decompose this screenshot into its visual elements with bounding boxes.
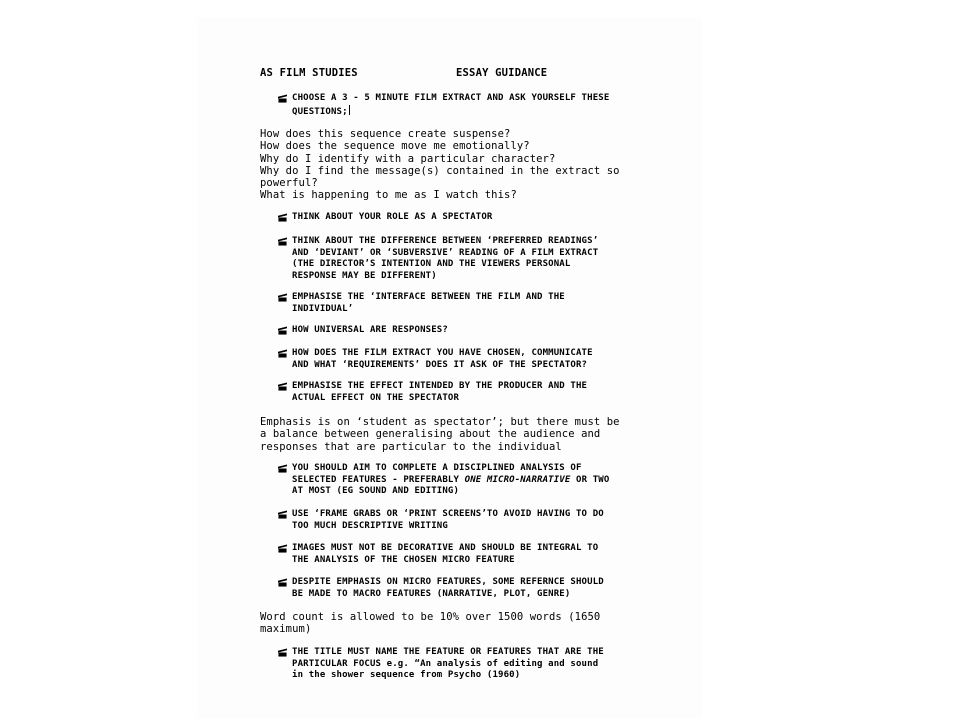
bullet-text-line1: YOU SHOULD AIM TO COMPLETE A DISCIPLINED ANALYSIS OF: [292, 463, 582, 473]
document-title: ESSAY GUIDANCE: [456, 67, 548, 79]
clapperboard-icon: [278, 237, 287, 246]
bullet-text: HOW DOES THE FILM EXTRACT YOU HAVE CHOSEN, COMMUNICATE AND WHAT ‘REQUIREMENTS’ DOES IT ASK OF THE SPECTATOR?: [292, 348, 593, 370]
bullet-choose-extract: [278, 93, 638, 118]
bullet-text: DESPITE EMPHASIS ON MICRO FEATURES, SOME REFERNCE SHOULD BE MADE TO MACRO FEATURES (NARRATIVE, PLOT, GENRE): [292, 577, 604, 599]
clapperboard-icon: [278, 510, 287, 519]
bullet-universal-responses: [278, 325, 638, 337]
bullet-text: HOW UNIVERSAL ARE RESPONSES?: [292, 325, 448, 335]
bullet-text: IMAGES MUST NOT BE DECORATIVE AND SHOULD BE INTEGRAL TO THE ANALYSIS OF THE CHOSEN MICRO FEATURE: [292, 543, 599, 565]
bullet-text: CHOOSE A 3 - 5 MINUTE FILM EXTRACT AND ASK YOURSELF THESE QUESTIONS;: [292, 93, 610, 117]
clapperboard-icon: [278, 648, 287, 657]
bullet-text: THINK ABOUT YOUR ROLE AS A SPECTATOR: [292, 212, 493, 222]
clapperboard-icon: [278, 293, 287, 302]
word-count-paragraph: Word count is allowed to be 10% over 1500 words (1650 maximum): [260, 611, 601, 636]
bullet-frame-grabs: [278, 509, 638, 532]
clapperboard-icon: [278, 382, 287, 391]
bullet-spectator-role: [278, 212, 638, 224]
clapperboard-icon: [278, 94, 287, 103]
bullet-preferred-readings: [278, 236, 638, 282]
course-title: AS FILM STUDIES: [260, 67, 358, 79]
micro-narrative-emphasis: ONE MICRO-NARRATIVE: [464, 474, 571, 485]
bullet-text-line3: in the shower sequence from Psycho (1960): [292, 670, 521, 681]
clapperboard-icon: [278, 213, 287, 222]
clapperboard-icon: [278, 578, 287, 587]
clapperboard-icon: [278, 326, 287, 335]
bullet-text-line3: AT MOST (EG SOUND AND EDITING): [292, 486, 460, 497]
bullet-text: USE ‘FRAME GRABS OR ‘PRINT SCREENS’TO AVOID HAVING TO DO TOO MUCH DESCRIPTIVE WRITING: [292, 509, 604, 531]
questions-paragraph: How does this sequence create suspense? How does the sequence move me emotionally? Why do I identify with a particular character? Why do I find the message(s) contained in the extract so powerful? What is happening to me as I watch this?: [260, 128, 620, 202]
bullet-communicate: [278, 348, 638, 371]
bullet-text-line1: THE TITLE MUST NAME THE FEATURE OR FEATURES THAT ARE THE: [292, 647, 604, 657]
bullet-macro-features: [278, 577, 638, 600]
bullet-text-line2-pre: SELECTED FEATURES - PREFERABLY: [292, 474, 465, 485]
emphasis-paragraph: Emphasis is on ‘student as spectator’; but there must be a balance between generalising about the audience and responses that are particular to the individual: [260, 416, 620, 453]
bullet-text-line2: PARTICULAR FOCUS e.g. “An analysis of editing and sound: [292, 658, 599, 669]
bullet-text-line2-post: OR TWO: [570, 474, 610, 485]
bullet-title-requirements: [278, 647, 638, 682]
bullet-disciplined-analysis: [278, 463, 638, 498]
bullet-text: EMPHASISE THE EFFECT INTENDED BY THE PRODUCER AND THE ACTUAL EFFECT ON THE SPECTATOR: [292, 381, 588, 403]
text-cursor: [349, 105, 350, 115]
clapperboard-icon: [278, 464, 287, 473]
clapperboard-icon: [278, 349, 287, 358]
document-header: [260, 67, 680, 83]
clapperboard-icon: [278, 544, 287, 553]
bullet-images-integral: [278, 543, 638, 566]
bullet-text: THINK ABOUT THE DIFFERENCE BETWEEN ‘PREFERRED READINGS’ AND ‘DEVIANT’ OR ‘SUBVERSIVE’ READING OF A FILM EXTRACT (THE DIRECTOR’S INTENTION AND THE VIEWERS PERSONAL RESPONSE MAY BE DIFFERENT): [292, 236, 599, 281]
bullet-intended-effect: [278, 381, 638, 404]
bullet-interface: [278, 292, 638, 315]
bullet-text: EMPHASISE THE ‘INTERFACE BETWEEN THE FILM AND THE INDIVIDUAL’: [292, 292, 565, 314]
